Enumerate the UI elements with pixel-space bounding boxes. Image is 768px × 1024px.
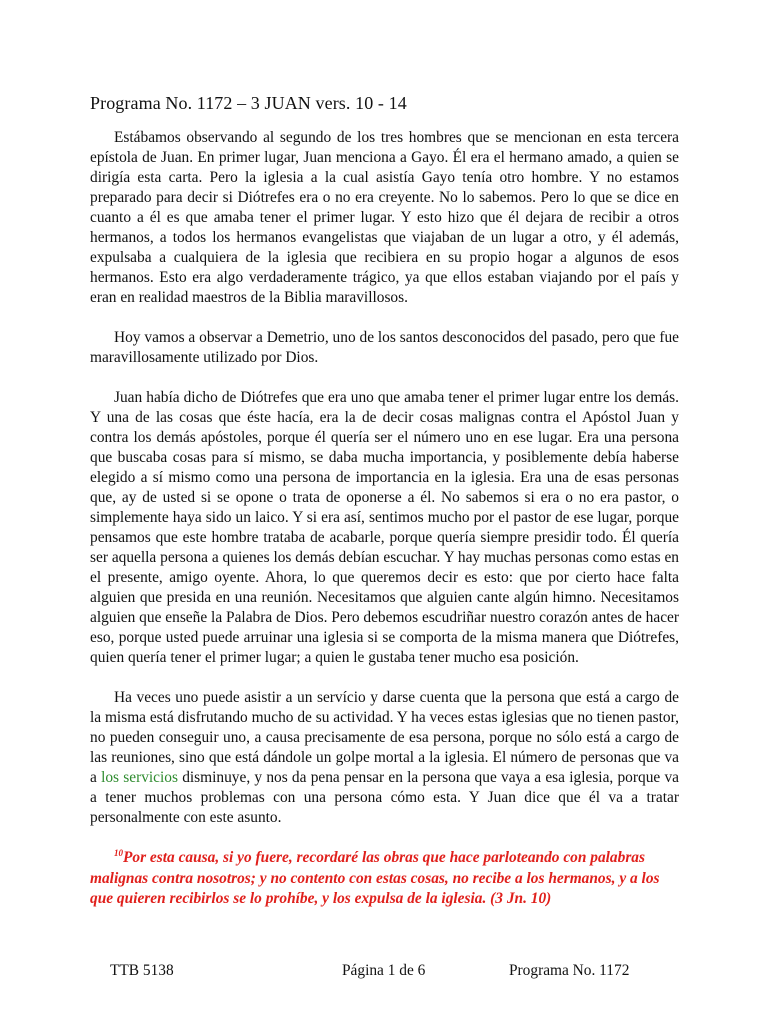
paragraph-services-text-a: Ha veces uno puede asistir a un servício y darse cuenta que la persona que está a cargo de la misma está disfrutando mucho de su actividad. Y ha veces estas iglesias que no tienen pastor, no pueden conseguir uno, a causa precisamente de esa persona, porque no sólo está a cargo de las reuniones, sino que está dándole un golpe mortal a la iglesia. El número de personas que va a [90, 689, 679, 786]
paragraph-intro: Estábamos observando al segundo de los tres hombres que se mencionan en esta tercera epístola de Juan. En primer lugar, Juan menciona a Gayo. Él era el hermano amado, a quien se dirigía esta carta. Pero la iglesia a la cual asistía Gayo tenía otro hombre. Y no estamos preparado para decir si Diótrefes era o no era creyente. No lo sabemos. Pero lo que se dice en cuanto a él es que amaba tener el primer lugar. Y esto hizo que él dejara de recibir a otros hermanos, a todos los hermanos evangelistas que viajaban de un lugar a otro, y él además, expulsaba a cualquiera de la iglesia que recibiera en su propio hogar a algunos de esos hermanos. Esto era algo verdaderamente trágico, ya que ellos estaban viajando por el país y eran en realidad maestros de la Biblia maravillosos. [90, 129, 679, 306]
program-title: Programa No. 1172 – 3 JUAN vers. 10 - 14 [90, 93, 407, 113]
footer-program: Programa No. 1172 [509, 962, 630, 979]
document-body [90, 128, 679, 910]
bible-verse-quote [90, 848, 679, 910]
paragraph-services-text-b: disminuye, y nos da pena pensar en la persona que vaya a esa iglesia, porque va a tener muchos problemas con una persona cómo esta. Y Juan dice que él va a tratar personalmente con este asunto. [90, 769, 679, 826]
paragraph-services [90, 688, 679, 828]
paragraph-demetrio: Hoy vamos a observar a Demetrio, uno de los santos desconocidos del pasado, pero que fue maravillosamente utilizado por Dios. [90, 329, 679, 366]
verse-number: 10 [114, 847, 123, 858]
footer-page-number: Página 1 de 6 [342, 962, 426, 979]
footer-code: TTB 5138 [110, 962, 174, 979]
paragraph-diotrefes: Juan había dicho de Diótrefes que era uno que amaba tener el primer lugar entre los demás. Y una de las cosas que éste hacía, era la de decir cosas malignas contra el Apóstol Juan y contra los demás apóstoles, porque él quería ser el número uno en ese lugar. Era una persona que buscaba cosas para sí mismo, se daba mucha importancia, y posiblemente debía haberse elegido a sí mismo como una persona de importancia en la iglesia. Era una de esas personas que, ay de usted si se opone o trata de oponerse a él. No sabemos si era o no era pastor, o simplemente haya sido un laico. Y si era así, sentimos mucho por el pastor de ese lugar, porque pensamos que este hombre trataba de acabarle, porque quería siempre presidir todo. Él quería ser aquella persona a quienes los demás debían escuchar. Y hay muchas personas como estas en el presente, amigo oyente. Ahora, lo que queremos decir es esto: que por cierto hace falta alguien que presida en una reunión. Necesitamos que alguien cante algún himno. Necesitamos alguien que enseñe la Palabra de Dios. Pero debemos escudriñar nuestro corazón antes de hacer eso, porque usted puede arruinar una iglesia si se comporta de la misma manera que Diótrefes, quien quería tener el primer lugar; a quien le gustaba tener mucho esa posición. [90, 389, 679, 666]
verse-text: Por esta causa, si yo fuere, recordaré las obras que hace parloteando con palabras malignas contra nosotros; y no contento con estas cosas, no recibe a los hermanos, y a los que quieren recibirlos se lo prohíbe, y los expulsa de la iglesia. (3 Jn. 10) [90, 849, 660, 907]
services-link[interactable]: los servicios [101, 769, 178, 786]
